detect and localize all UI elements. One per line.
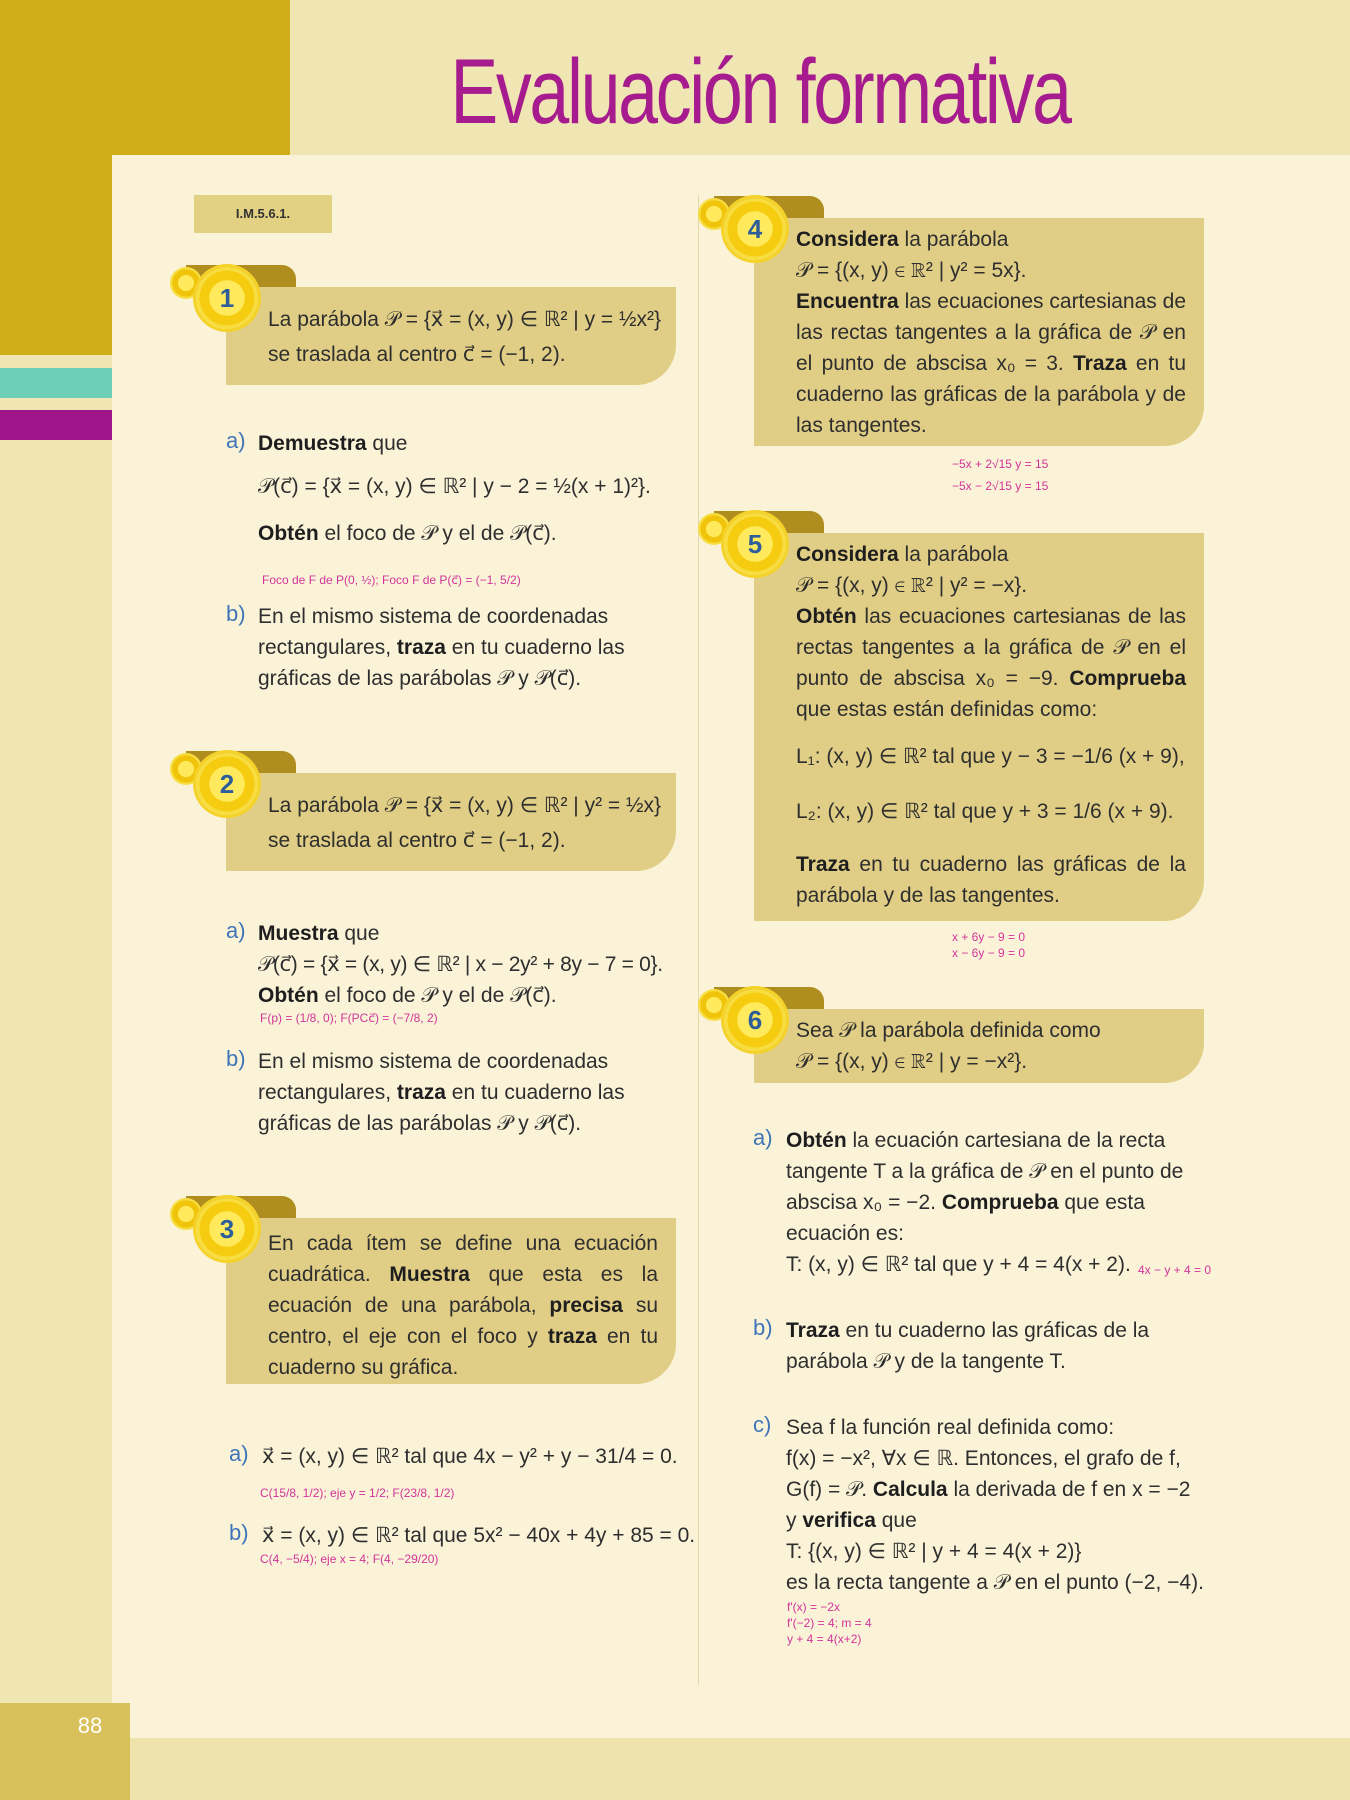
ex6-b-bold: Traza	[786, 1319, 840, 1342]
ex6-c-line3-pre: G(f) = 𝒫.	[786, 1478, 873, 1501]
ex6-a-bold2: Comprueba	[941, 1191, 1059, 1214]
ex4-b3: Traza	[1072, 352, 1127, 375]
ex5-b3: Comprueba	[1069, 667, 1186, 690]
ex5-t3: que estas están definidas como:	[796, 698, 1098, 721]
ex6-a-answer: 4x − y + 4 = 0	[1138, 1263, 1212, 1277]
ex3-box-t2: que esta es la ecuación de una parábola,	[268, 1263, 658, 1317]
ex4-b2: Encuentra	[796, 290, 899, 313]
ex6-c-answer1: f'(x) = −2x	[787, 1600, 840, 1614]
ex6-c-answer2: f'(−2) = 4; m = 4	[787, 1616, 872, 1630]
teal-accent-bar	[0, 368, 112, 398]
ex2-number-badge	[196, 753, 258, 815]
ex2-b-line1: En el mismo sistema de coordenadas	[258, 1050, 609, 1073]
ex6-c-line3-post: la derivada de f en x = −2	[947, 1478, 1191, 1501]
ex2-b-label: b)	[226, 1046, 246, 1071]
ex2-a-text: que	[338, 922, 380, 945]
ex5-b2: Obtén	[796, 605, 857, 628]
ex1-a-bold2: Obtén	[258, 522, 319, 545]
ex4-answer1: −5x + 2√15 y = 15	[952, 457, 1049, 471]
ex6-a-t2: que esta ecuación es:	[786, 1191, 1145, 1245]
ex6-a-formula: T: (x, y) ∈ ℝ² tal que y + 4 = 4(x + 2).	[786, 1253, 1131, 1276]
ex4-b1: Considera	[796, 228, 899, 251]
ex6-c-line6: es la recta tangente a 𝒫 en el punto (−2, −4).	[786, 1571, 1204, 1594]
ex2-box-line1: La parábola 𝒫 = {x⃗ = (x, y) ∈ ℝ² | y² = ½x}	[268, 794, 662, 817]
ex5-l1: L₁: (x, y) ∈ ℝ² tal que y − 3 = −1/6 (x + 9),	[796, 745, 1185, 768]
ex2-a-bold: Muestra	[258, 922, 339, 945]
page-title: Evaluación formativa	[450, 41, 1070, 143]
ex1-a-text2: el foco de 𝒫 y el de 𝒫(c⃗).	[318, 522, 557, 545]
ex1-b-line2-bold: traza	[396, 636, 446, 659]
magenta-accent-bar	[0, 410, 112, 440]
ex6-c-answer3: y + 4 = 4(x+2)	[787, 1632, 862, 1646]
ex3-box-b2: precisa	[549, 1294, 623, 1317]
ex6-c-line3-bold: Calcula	[872, 1478, 948, 1501]
ex3-box-b1: Muestra	[389, 1263, 470, 1286]
ex5-answers	[952, 929, 1025, 961]
ex6-a	[786, 1125, 1206, 1280]
ex4-t2: las ecuaciones cartesianas de las rectas tangentes a la gráfica de 𝒫 en el punto de abscisa x₀ = 3.	[796, 290, 1186, 375]
ex2-b-line2-post: en tu cuaderno las	[445, 1081, 625, 1104]
bottom-band	[0, 1738, 1350, 1800]
ex3-a-formula: x⃗ = (x, y) ∈ ℝ² tal que 4x − y² + y − 31/4 = 0.	[262, 1445, 678, 1468]
ex1-b-line3: gráficas de las parábolas 𝒫 y 𝒫(c⃗).	[258, 667, 582, 690]
skill-code-tag: I.M.5.6.1.	[194, 195, 332, 233]
ex5-answer2: x − 6y − 9 = 0	[952, 946, 1026, 960]
ex3-a-answer: C(15/8, 1/2); eje y = 1/2; F(23/8, 1/2)	[260, 1486, 455, 1500]
ex6-c-line5: T: {(x, y) ∈ ℝ² | y + 4 = 4(x + 2)}	[786, 1540, 1082, 1563]
ex4-t1: la parábola	[898, 228, 1009, 251]
ex5-formula: 𝒫 = {(x, y) ∈ ℝ² | y² = −x}.	[796, 574, 1028, 597]
ex1-box-line2: se traslada al centro c⃗ = (−1, 2).	[268, 343, 566, 366]
ex5-b4: Traza	[796, 853, 850, 876]
ex6-c-line4-bold: verifica	[802, 1509, 876, 1532]
ex1-b-line1: En el mismo sistema de coordenadas	[258, 605, 609, 628]
ex6-a-bold: Obtén	[786, 1129, 847, 1152]
ex5-t4: en tu cuaderno las gráficas de la parábola y de las tangentes.	[796, 853, 1186, 907]
ex2-box-line2: se traslada al centro c⃗ = (−1, 2).	[268, 829, 566, 852]
ex5-t1: la parábola	[898, 543, 1009, 566]
ex1-b-label: b)	[226, 601, 246, 626]
ex6-b-t1: en tu cuaderno las gráficas de la parábola 𝒫 y de la tangente T.	[786, 1319, 1150, 1373]
ex6-b	[786, 1315, 1186, 1377]
ex1-number-badge	[196, 267, 258, 329]
ex5-number: 5	[747, 529, 763, 559]
ex1-b	[258, 601, 688, 694]
ex5-t2: las ecuaciones cartesianas de las rectas tangentes a la gráfica de 𝒫 en el punto de abscisa x₀ = −9.	[796, 605, 1186, 690]
ex6-a-label: a)	[753, 1125, 773, 1150]
ex6-b-label: b)	[753, 1315, 773, 1340]
ex1-b-line2-pre: rectangulares,	[258, 636, 397, 659]
ex2-a-text2: el foco de 𝒫 y el de 𝒫(c⃗).	[318, 984, 557, 1007]
ex5-box	[754, 533, 1204, 921]
ex4-answers	[952, 456, 1048, 494]
ex1-a	[258, 428, 688, 549]
ex6-box-line2: 𝒫 = {(x, y) ∈ ℝ² | y = −x²}.	[796, 1050, 1028, 1073]
ex1-number: 1	[219, 283, 235, 313]
ex2-b-line3: gráficas de las parábolas 𝒫 y 𝒫(c⃗).	[258, 1112, 582, 1135]
ex3-a-label: a)	[229, 1441, 249, 1466]
ex5-l2: L₂: (x, y) ∈ ℝ² tal que y + 3 = 1/6 (x + 9).	[796, 800, 1174, 823]
ex3-box-t3: su centro, el eje con el foco y	[268, 1294, 658, 1348]
ex6-c-line2: f(x) = −x², ∀x ∈ ℝ. Entonces, el grafo de f,	[786, 1447, 1181, 1470]
ex1-b-line2-post: en tu cuaderno las	[445, 636, 625, 659]
ex2-b-line2-pre: rectangulares,	[258, 1081, 397, 1104]
ex3-box-t1: En cada ítem se define una ecuación cuadrática.	[268, 1232, 658, 1286]
ex1-a-label: a)	[226, 428, 246, 453]
ex2-a-formula: 𝒫(c⃗) = {x⃗ = (x, y) ∈ ℝ² | x − 2y² + 8y − 7 = 0}.	[258, 953, 663, 976]
ex4-number: 4	[747, 214, 763, 244]
ex3-b-label: b)	[229, 1520, 249, 1545]
ex2-a-answer: F(p) = (1/8, 0); F(PCc⃗) = (−7/8, 2)	[260, 1011, 438, 1025]
ex3-b-answer: C(4, −5/4); eje x = 4; F(4, −29/20)	[260, 1552, 439, 1566]
ex6-c-line4-post: que	[875, 1509, 917, 1532]
ex3-box-text	[268, 1228, 658, 1383]
ex3-b-formula: x⃗ = (x, y) ∈ ℝ² tal que 5x² − 40x + 4y + 85 = 0.	[262, 1524, 696, 1547]
ex6-c	[786, 1412, 1226, 1598]
ex6-c-line4-pre: y	[786, 1509, 803, 1532]
ex1-a-formula: 𝒫(c⃗) = {x⃗ = (x, y) ∈ ℝ² | y − 2 = ½(x + 1)²}.	[258, 475, 651, 498]
ex2-b-line2-bold: traza	[396, 1081, 446, 1104]
ex6-c-line1: Sea f la función real definida como:	[786, 1416, 1115, 1439]
ex5-number-badge	[724, 513, 786, 575]
ex4-t3: en tu cuaderno las gráficas de la parábola y de las tangentes.	[796, 352, 1186, 437]
ex3-box	[226, 1218, 676, 1384]
ex3-number-badge	[196, 1198, 258, 1260]
ex4-number-badge	[724, 198, 786, 260]
ex1-a-bold: Demuestra	[258, 432, 367, 455]
ex2-box	[226, 773, 676, 871]
ex6-number: 6	[747, 1005, 763, 1035]
ex3-number: 3	[219, 1214, 235, 1244]
ex1-box-line1: La parábola 𝒫 = {x⃗ = (x, y) ∈ ℝ² | y = ½x²}	[268, 308, 662, 331]
column-divider	[698, 195, 699, 1685]
ex6-c-answers	[787, 1599, 872, 1647]
ex2-b	[258, 1046, 688, 1139]
ex6-a-t1: la ecuación cartesiana de la recta tangente T a la gráfica de 𝒫 en el punto de abscisa x₀ = −2.	[786, 1129, 1184, 1214]
ex2-number: 2	[219, 769, 235, 799]
ex5-answer1: x + 6y − 9 = 0	[952, 930, 1026, 944]
ex3-box-t4: en tu cuaderno su gráfica.	[268, 1325, 658, 1379]
ex1-a-text: que	[366, 432, 408, 455]
ex2-a-label: a)	[226, 918, 246, 943]
ex4-box	[754, 218, 1204, 446]
ex6-box	[754, 1009, 1204, 1083]
ex4-answer2: −5x − 2√15 y = 15	[952, 479, 1049, 493]
ex5-b1: Considera	[796, 543, 899, 566]
ex1-a-answer: Foco de F de P(0, ½); Foco F de P(c⃗) = (−1, 5/2)	[262, 573, 521, 587]
ex2-a	[258, 918, 688, 1011]
ex4-formula: 𝒫 = {(x, y) ∈ ℝ² | y² = 5x}.	[796, 259, 1027, 282]
ex2-a-bold2: Obtén	[258, 984, 319, 1007]
ex6-number-badge	[724, 989, 786, 1051]
ex6-box-line1: Sea 𝒫 la parábola definida como	[796, 1019, 1101, 1042]
page-number: 88	[77, 1713, 103, 1738]
ex1-box	[226, 287, 676, 385]
ex3-box-b3: traza	[547, 1325, 597, 1348]
ex6-c-label: c)	[753, 1412, 772, 1437]
